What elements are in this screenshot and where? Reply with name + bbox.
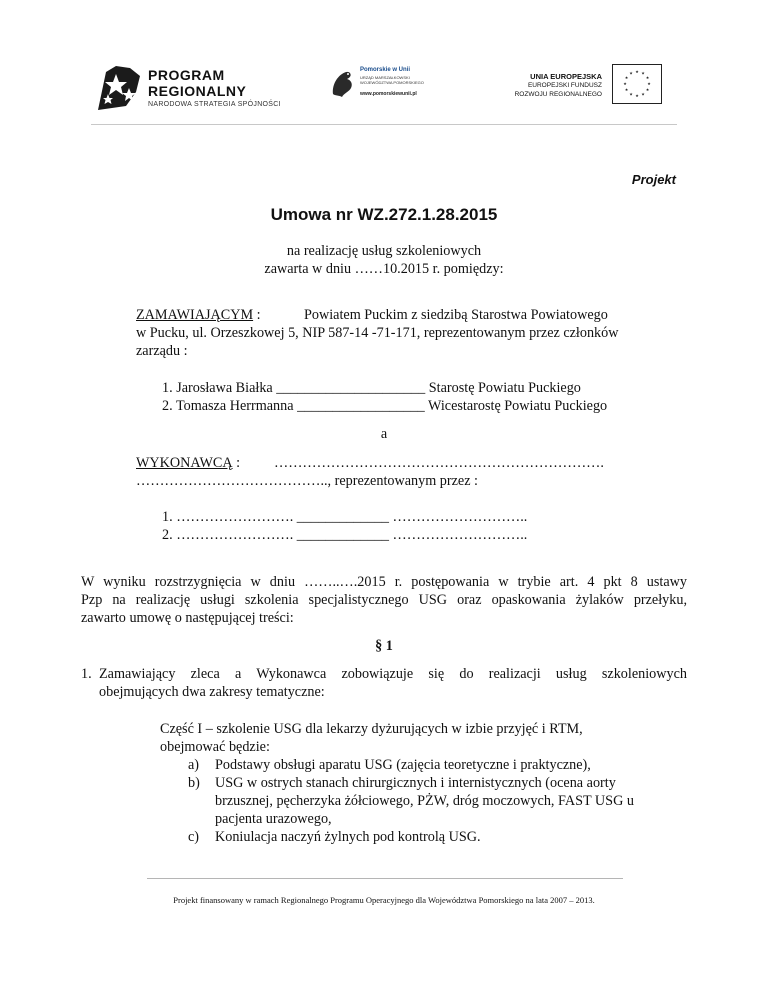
wrep-name-blank: ……………………. xyxy=(176,509,294,525)
item-letter: a) xyxy=(188,757,200,773)
eu-fund-logo xyxy=(502,62,662,107)
item-text: Koniulacja naczyń żylnych pod kontrolą USG. xyxy=(215,829,481,845)
eu-logo-line1: UNIA EUROPEJSKA xyxy=(530,72,602,81)
rep-role: Wicestarostę Powiatu Puckiego xyxy=(428,398,608,414)
zamawiajacy-heading xyxy=(136,306,261,324)
page-title: Umowa nr WZ.272.1.28.2015 xyxy=(270,205,498,224)
pomorskie-griffin-icon xyxy=(330,68,356,100)
footer-divider xyxy=(147,878,623,879)
pomorskie-w-unii-logo xyxy=(330,65,430,105)
rep-role: Starostę Powiatu Puckiego xyxy=(428,380,581,396)
header-divider xyxy=(91,124,677,125)
svg-text:★: ★ xyxy=(623,81,627,86)
wykonawca-colon: : xyxy=(232,455,241,471)
svg-text:★: ★ xyxy=(629,70,633,76)
svg-text:★: ★ xyxy=(624,75,629,80)
rep-number: 1. xyxy=(162,380,173,396)
zamawiajacy-line2: w Pucku, ul. Orzeszkowej 5, NIP 587-14 -71-171, reprezentowanym przez członków xyxy=(136,325,619,341)
program-regionalny-logo xyxy=(96,62,286,114)
item-text: USG w ostrych stanach chirurgicznych i internistycznych (ocena aorty xyxy=(215,775,616,791)
rep-signature-blank: _____________________ xyxy=(276,380,426,396)
eu-fund-text xyxy=(502,72,602,99)
svg-text:★: ★ xyxy=(641,70,645,76)
pomorskie-logo-line1: Pomorskie w Unii xyxy=(360,67,411,73)
wrep-signature-blank: _____________ xyxy=(296,509,389,525)
zamawiajacy-colon: : xyxy=(253,307,261,323)
program-logo-line2: REGIONALNY xyxy=(148,83,247,99)
subtitle-line2: zawarta w dniu ……10.2015 r. pomiędzy: xyxy=(264,261,504,277)
intro-line2: Pzp na realizację usługi szkolenia specjalistycznego USG oraz opaskowania żylaków przełyku, xyxy=(81,592,687,608)
representative-row xyxy=(162,397,607,415)
rep-name: Jarosława Białka xyxy=(176,380,273,396)
wykonawca-line2: ………………………………….., reprezentowanym przez : xyxy=(136,473,478,489)
item-text: pacjenta urazowego, xyxy=(215,811,332,827)
item-letter: c) xyxy=(188,829,200,845)
zamawiajacy-line1: Powiatem Puckim z siedzibą Starostwa Powiatowego xyxy=(304,307,608,323)
item-text: brzusznej, pęcherzyka żółciowego, PŻW, dróg moczowych, FAST USG u xyxy=(215,793,634,809)
eu-logo-line2: EUROPEJSKI FUNDUSZ xyxy=(527,82,602,89)
wrep-number: 2. xyxy=(162,527,173,543)
representative-row xyxy=(162,379,581,397)
svg-text:★: ★ xyxy=(645,75,650,80)
svg-text:★: ★ xyxy=(645,87,650,92)
wrep-number: 1. xyxy=(162,509,173,525)
zamawiajacy-line3: zarządu : xyxy=(136,343,188,359)
subtitle-line1: na realizację usług szkoleniowych xyxy=(286,243,482,259)
item-letter: b) xyxy=(188,775,200,791)
pomorskie-logo-line2b: WOJEWÓDZTWA POMORSKIEGO xyxy=(360,80,424,85)
wykonawca-rep-row xyxy=(162,508,527,526)
zamawiajacy-label: ZAMAWIAJĄCYM xyxy=(136,307,254,323)
intro-line3: zawarto umowę o następującej treści: xyxy=(81,610,294,626)
wykonawca-name-blank: ……………………………………………………………. xyxy=(274,455,604,471)
eu-logo-line3: ROZWOJU REGIONALNEGO xyxy=(514,91,602,98)
wykonawca-heading xyxy=(136,454,240,472)
rep-number: 2. xyxy=(162,398,173,414)
point1-line1: Zamawiający zleca a Wykonawca zobowiązuje się do realizacji usług szkoleniowych xyxy=(99,666,687,682)
svg-text:★: ★ xyxy=(635,69,639,74)
wrep-name-blank: ……………………. xyxy=(176,527,294,543)
item-text: Podstawy obsługi aparatu USG (zajęcia teoretyczne i praktyczne), xyxy=(215,757,591,773)
program-logo-line1: PROGRAM xyxy=(148,67,225,83)
document-status-label: Projekt xyxy=(631,172,676,187)
svg-text:★: ★ xyxy=(635,93,639,98)
wykonawca-rep-row xyxy=(162,526,527,544)
pomorskie-logo-url: www.pomorskiewunii.pl xyxy=(360,91,417,97)
svg-text:★: ★ xyxy=(629,91,633,97)
part1-line2: obejmować będzie: xyxy=(160,739,270,755)
eu-flag-icon xyxy=(612,64,662,104)
footer-text: Projekt finansowany w ramach Regionalnego Programu Operacyjnego dla Województwa Pomorskiego na lata 2007 – 2013. xyxy=(173,895,595,905)
rep-signature-blank: __________________ xyxy=(297,398,425,414)
pomorskie-logo-line2 xyxy=(360,75,424,85)
svg-text:★: ★ xyxy=(624,87,629,92)
program-regionalny-emblem-icon xyxy=(96,62,144,112)
intro-line1: W wyniku rozstrzygnięcia w dniu ……..….2015 r. postępowania w trybie art. 4 pkt 8 ustawy xyxy=(81,574,687,590)
part1-line1: Część I – szkolenie USG dla lekarzy dyżurujących w izbie przyjęć i RTM, xyxy=(160,721,583,737)
svg-text:★: ★ xyxy=(641,91,645,97)
wrep-role-blank: ……………………….. xyxy=(392,509,528,525)
section-heading: § 1 xyxy=(375,638,393,654)
pomorskie-logo-line2a: URZĄD MARSZAŁKOWSKI xyxy=(360,75,410,80)
wrep-signature-blank: _____________ xyxy=(296,527,389,543)
program-logo-line3: NARODOWA STRATEGIA SPÓJNOŚCI xyxy=(148,101,281,108)
point1-line2: obejmujących dwa zakresy tematyczne: xyxy=(99,684,325,700)
wrep-role-blank: ……………………….. xyxy=(392,527,528,543)
point-number: 1. xyxy=(81,666,92,682)
wykonawca-label: WYKONAWCĄ xyxy=(136,455,233,471)
rep-name: Tomasza Herrmanna xyxy=(175,398,294,414)
conjunction: a xyxy=(380,426,388,442)
svg-text:★: ★ xyxy=(647,81,651,86)
